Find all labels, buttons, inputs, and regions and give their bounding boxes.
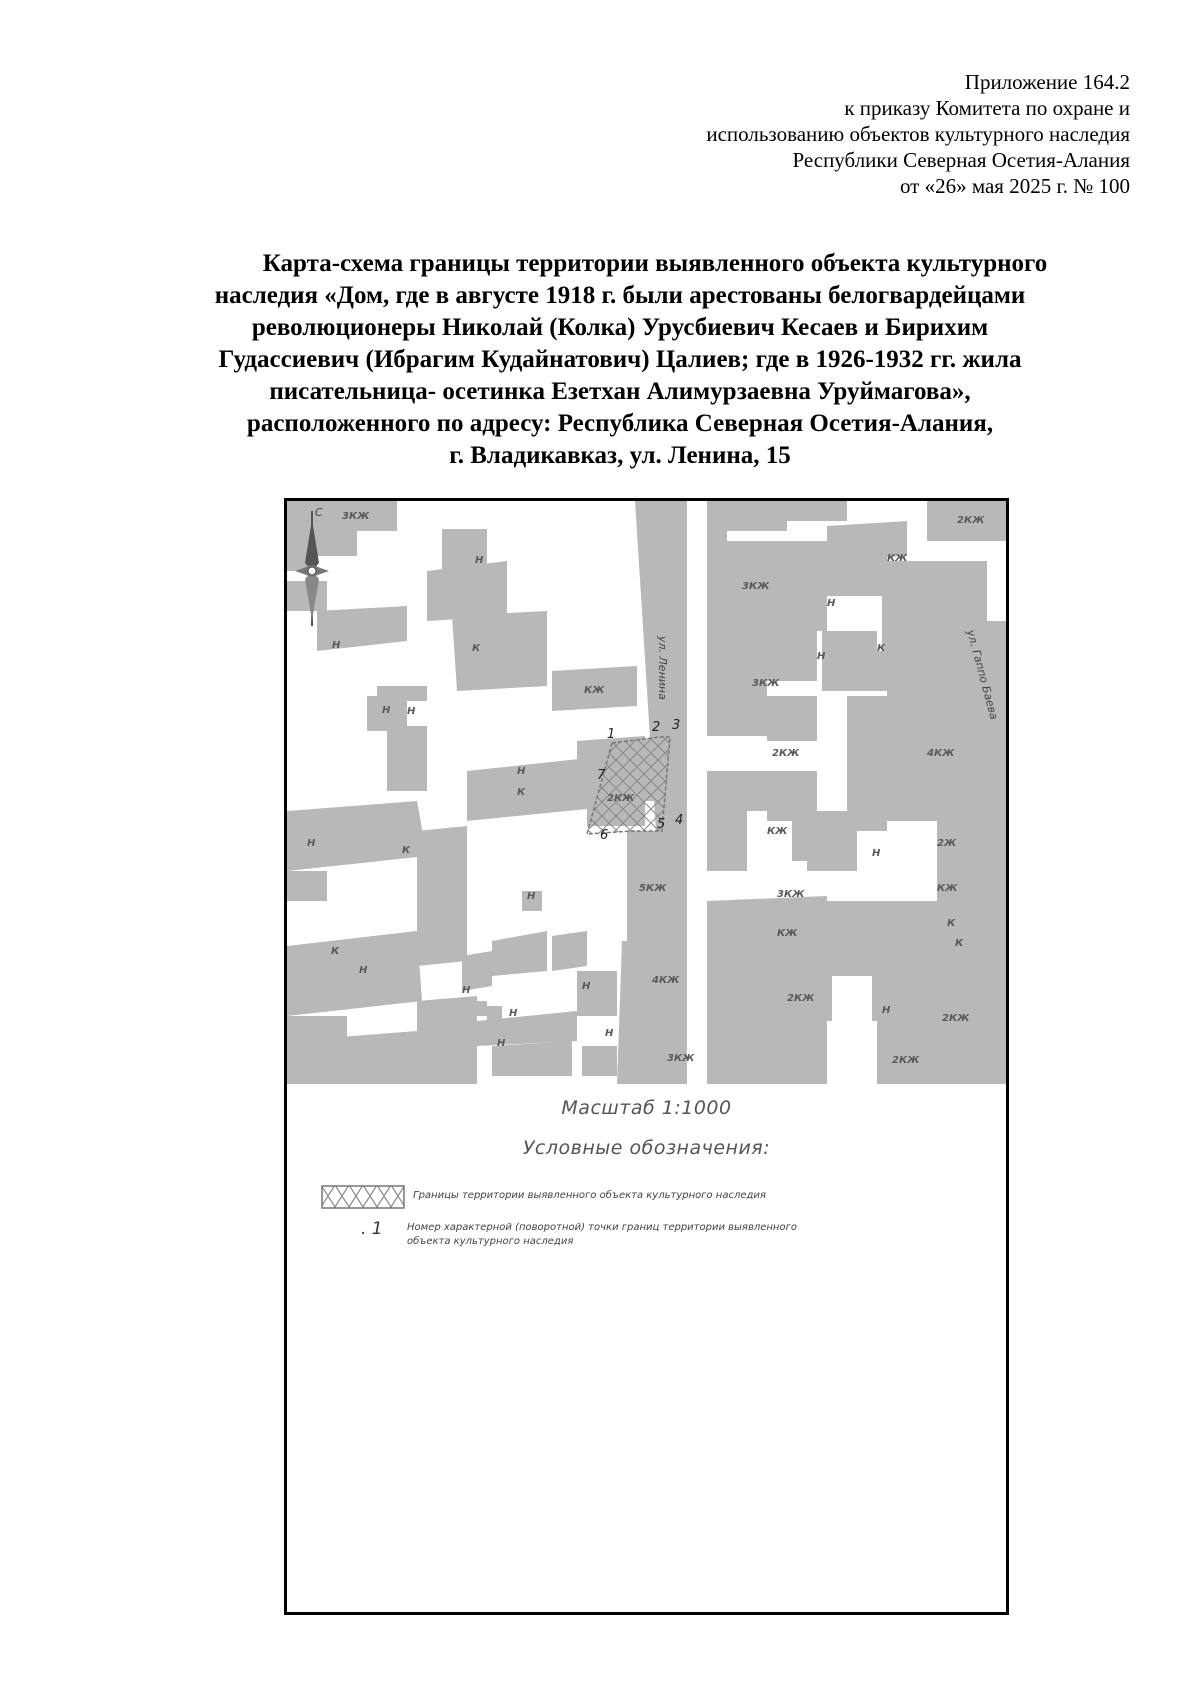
map-area xyxy=(287,501,1006,1084)
building-label: Н xyxy=(359,965,368,976)
building-label: 4КЖ xyxy=(652,975,680,986)
building xyxy=(707,771,747,871)
building-label: 2КЖ xyxy=(772,748,800,759)
title-line: революционеры Николай (Колка) Урусбиевич Кесаев и Бирихим xyxy=(251,314,989,341)
building xyxy=(387,726,427,791)
boundary-point-label: 4 xyxy=(675,813,684,828)
legend-point-symbol: . 1 xyxy=(361,1219,383,1239)
document-title xyxy=(150,248,1090,472)
boundary-point-label: 5 xyxy=(657,817,666,832)
building-label: КЖ xyxy=(777,928,798,939)
building-label: К xyxy=(402,845,411,856)
legend-boundary-text: Границы территории выявленного объекта культурного наследия xyxy=(413,1190,766,1201)
title-line: Карта-схема границы территории выявленного объекта культурного xyxy=(262,250,1048,277)
building-label: Н xyxy=(497,1038,506,1049)
building xyxy=(707,681,767,736)
building xyxy=(617,941,672,1084)
title-line: расположенного по адресу: Республика Северная Осетия-Алания, xyxy=(246,410,994,437)
appendix-header xyxy=(430,69,1130,199)
legend-title: Условные обозначения: xyxy=(522,1137,771,1159)
appendix-line: Приложение 164.2 xyxy=(964,70,1130,94)
building-label: Н xyxy=(332,640,341,651)
boundary-point-label: 1 xyxy=(607,727,616,742)
boundary-point-label: 6 xyxy=(600,828,609,843)
building xyxy=(907,561,987,621)
building-label: 3КЖ xyxy=(742,581,770,592)
building-label: 2КЖ xyxy=(892,1055,920,1066)
building xyxy=(887,641,937,821)
building-label: КЖ xyxy=(937,883,958,894)
building-label: Н xyxy=(462,985,471,996)
building-label: К xyxy=(947,918,956,929)
building-label: Н xyxy=(509,1008,518,1019)
appendix-line: использованию объектов культурного наследия xyxy=(706,122,1130,146)
building xyxy=(747,771,817,811)
building-label: Н xyxy=(307,838,316,849)
building xyxy=(847,696,887,831)
building xyxy=(492,931,547,976)
appendix-line: от «26» мая 2025 г. № 100 xyxy=(899,174,1130,198)
building-label: Н xyxy=(475,555,484,566)
building-label: КЖ xyxy=(584,685,605,696)
legend-point-text: Номер характерной (поворотной) точки границ территории выявленного объекта культурного наследия xyxy=(407,1222,797,1247)
building-label: К xyxy=(877,643,886,654)
building xyxy=(287,871,327,901)
building xyxy=(427,561,507,621)
building-label: Н xyxy=(817,651,826,662)
building xyxy=(787,501,847,521)
building-label: КЖ xyxy=(887,553,908,564)
building-label: Н xyxy=(382,705,391,716)
title-line: г. Владикавказ, ул. Ленина, 15 xyxy=(449,442,791,469)
building xyxy=(767,696,817,741)
building-label: 3КЖ xyxy=(342,511,370,522)
title-line: наследия «Дом, где в августе 1918 г. были арестованы белогвардейцами xyxy=(214,282,1026,309)
building xyxy=(707,631,817,681)
building-label: 2КЖ xyxy=(787,993,815,1004)
building xyxy=(417,996,477,1084)
building-label: 4КЖ xyxy=(927,748,955,759)
building xyxy=(287,801,427,871)
building xyxy=(552,931,587,971)
building xyxy=(582,1046,617,1076)
title-line: писательница- осетинка Езетхан Алимурзаевна Уруймагова», xyxy=(269,378,971,405)
appendix-line: к приказу Комитета по охране и xyxy=(844,96,1130,120)
building xyxy=(417,826,467,966)
building-label: Н xyxy=(882,1005,891,1016)
building-label: Н xyxy=(827,598,836,609)
building-label: Н xyxy=(527,891,536,902)
map-frame xyxy=(284,498,1009,1615)
title-line: Гудассиевич (Ибрагим Кудайнатович) Цалиев; где в 1926-1932 гг. жила xyxy=(218,346,1022,373)
building xyxy=(287,931,422,1016)
building-label: Н xyxy=(582,981,591,992)
building-label: К xyxy=(472,643,481,654)
building-label: К xyxy=(517,787,526,798)
building xyxy=(452,611,547,691)
street-label: ул. Ленина xyxy=(656,636,669,700)
building-label: КЖ xyxy=(767,826,788,837)
building-label: 3КЖ xyxy=(752,678,780,689)
building-label: К xyxy=(331,946,340,957)
building-label: 2КЖ xyxy=(607,793,635,804)
boundary-point-label: 2 xyxy=(652,720,661,735)
appendix-line: Республики Северная Осетия-Алания xyxy=(792,148,1130,172)
building-label: 3КЖ xyxy=(777,889,805,900)
building xyxy=(577,971,617,1016)
building-label: 5КЖ xyxy=(639,883,667,894)
building-label: Н xyxy=(407,706,416,717)
building-label: 3КЖ xyxy=(667,1053,695,1064)
building-label: 2КЖ xyxy=(942,1013,970,1024)
building-label: Н xyxy=(605,1028,614,1039)
boundary-point-label: 3 xyxy=(672,718,681,733)
map-scale: Масштаб 1:1000 xyxy=(561,1097,732,1119)
building-label: К xyxy=(955,938,964,949)
compass-letter: С xyxy=(315,506,323,519)
legend-boundary-symbol xyxy=(321,1185,405,1209)
street-label-2: ул. Гаппо Баева xyxy=(964,628,1001,721)
building-label: 2Ж xyxy=(937,838,957,849)
building xyxy=(707,896,827,1084)
building-label: Н xyxy=(872,848,881,859)
building xyxy=(317,606,407,651)
building-label: Н xyxy=(517,766,526,777)
building-label: 2КЖ xyxy=(957,515,985,526)
boundary-point-label: 7 xyxy=(597,768,606,783)
